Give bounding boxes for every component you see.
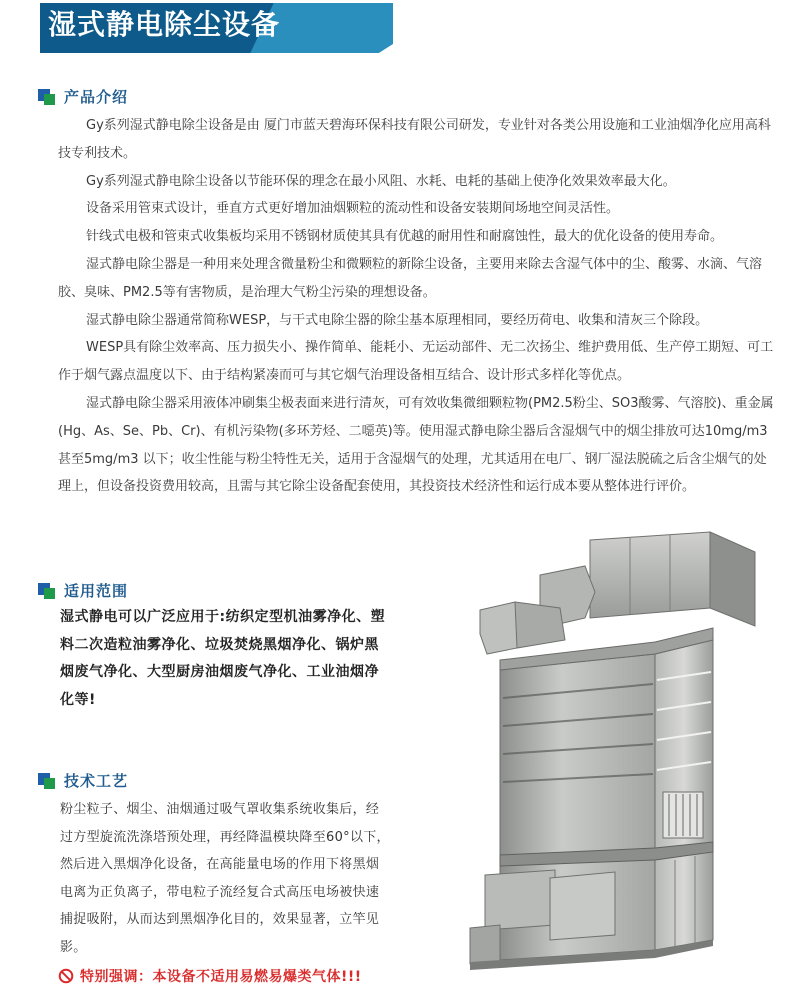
scope-body: 湿式静电可以广泛应用于:纺织定型机油雾净化、塑料二次造粒油雾净化、垃圾焚烧黑烟净化、锅炉黑烟废气净化、大型厨房油烟废气净化、工业油烟净化等! [60, 609, 386, 708]
section-bullet-icon [38, 773, 58, 789]
section-title-intro: 产品介绍 [64, 88, 129, 106]
tech-body: 粉尘粒子、烟尘、油烟通过吸气罩收集系统收集后，经过方型旋流洗涤塔预处理，再经降温模块降至60°以下，然后进入黑烟净化设备，在高能量电场的作用下将黑烟电离为正负离子，带电粒子流经复合式高压电场被快速捕捉吸附，从而达到黑烟净化目的，效果显著，立竿见影。 [60, 802, 390, 955]
section-header-scope [38, 580, 128, 601]
intro-paragraph: Gy系列湿式静电除尘设备以节能环保的理念在最小风阻、水耗、电耗的基础上使净化效果效率最大化。 [86, 173, 676, 189]
section-title-tech: 技术工艺 [64, 772, 129, 790]
prohibited-icon [58, 968, 74, 984]
section-header-tech [38, 770, 128, 791]
section-bullet-icon [38, 583, 58, 599]
intro-paragraph: 设备采用管束式设计，垂直方式更好增加油烟颗粒的流动性和设备安装期间场地空间灵活性。 [86, 201, 620, 217]
intro-paragraph: 湿式静电除尘器通常简称WESP，与干式电除尘器的除尘基本原理相同，要经历荷电、收集和清灰三个除段。 [86, 312, 709, 328]
section-header-intro [38, 86, 128, 107]
warning-text: 特别强调：本设备不适用易燃易爆类气体!!! [80, 969, 362, 985]
intro-paragraph: 针线式电极和管束式收集板均采用不锈钢材质使其具有优越的耐用性和耐腐蚀性，最大的优化设备的使用寿命。 [86, 229, 724, 245]
intro-body [58, 112, 778, 501]
intro-paragraph: 湿式静电除尘器是一种用来处理含微量粉尘和微颗粒的新除尘设备，主要用来除去含湿气体中的尘、酸雾、水滴、气溶胶、臭味、PM2.5等有害物质，是治理大气粉尘污染的理想设备。 [58, 256, 763, 300]
page-title: 湿式静电除尘设备 [48, 8, 281, 41]
intro-paragraph: 湿式静电除尘器采用液体冲刷集尘极表面来进行清灰，可有效收集微细颗粒物(PM2.5粉尘、SO3酸雾、气溶胶)、重金属(Hg、As、Se、Pb、Cr)、有机污染物(多环芳烃、二噁英)等。使用湿式静电除尘器后含湿烟气中的烟尘排放可达10mg/m3甚至5mg/m3 以下；收尘性能与粉尘特性无关，适用于含湿烟气的处理，尤其适用在电厂、钢厂湿法脱硫之后含尘烟气的处理上，但设备投资费用较高，且需与其它除尘设备配套使用，其投资技术经济性和运行成本要从整体进行评价。 [58, 395, 774, 495]
product-image [455, 530, 760, 985]
section-title-scope: 适用范围 [64, 582, 129, 600]
warning-notice [58, 966, 362, 986]
intro-paragraph: Gy系列湿式静电除尘设备是由 厦门市蓝天碧海环保科技有限公司研发，专业针对各类公用设施和工业油烟净化应用高科技专利技术。 [58, 118, 771, 161]
section-bullet-icon [38, 89, 58, 105]
intro-paragraph: WESP具有除尘效率高、压力损失小、操作简单、能耗小、无运动部件、无二次扬尘、维护费用低、生产停工期短、可工作于烟气露点温度以下、由于结构紧凑而可与其它烟气治理设备相互结合、设计形式多样化等优点。 [58, 340, 774, 384]
